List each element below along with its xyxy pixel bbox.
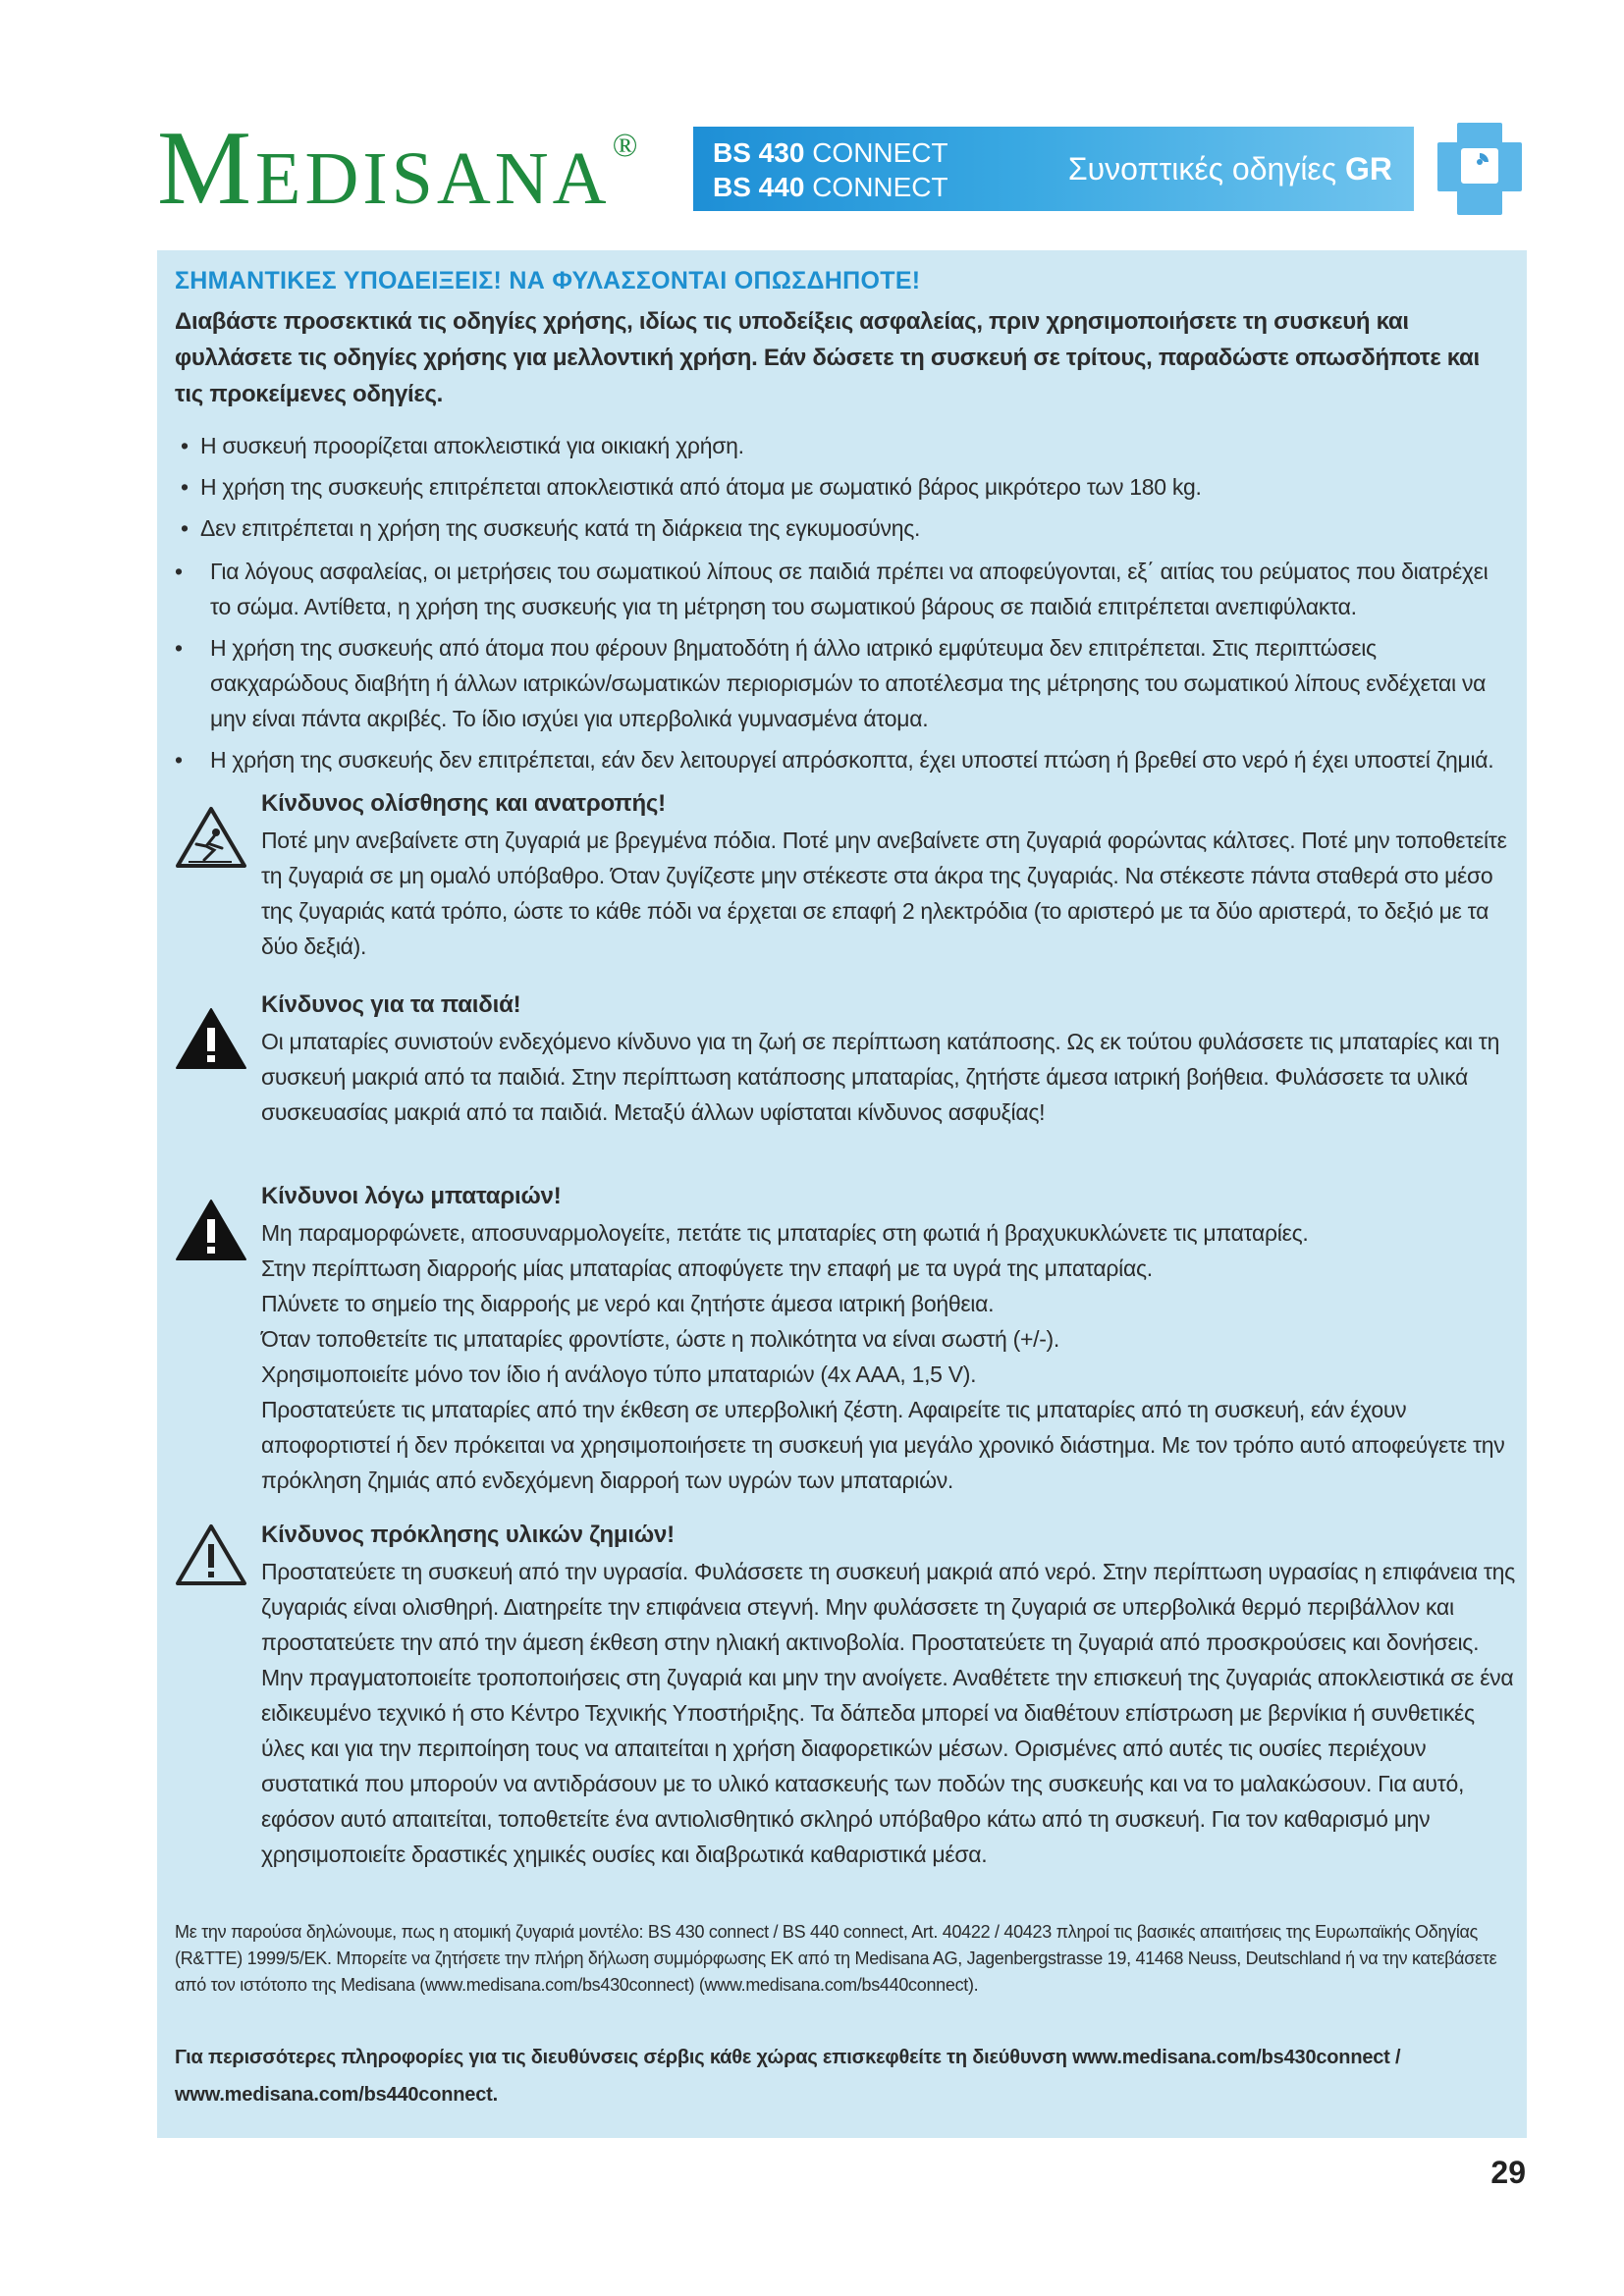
- warning-line: Πλύνετε το σημείο της διαρροής με νερό και ζητήστε άμεσα ιατρική βοήθεια.: [261, 1291, 995, 1316]
- list-item: • Για λόγους ασφαλείας, οι μετρήσεις του σωματικού λίπους σε παιδιά πρέπει να αποφεύγονται, εξ΄ αιτίας του ρεύματος που διατρέχει το σώμα. Αντίθετα, η χρήση της συσκευής για τη μέτρηση του σωματικού βάρους σε παιδιά επιτρέπεται ανεπιφύλακτα.: [175, 554, 1508, 624]
- safety-intro: Διαβάστε προσεκτικά τις οδηγίες χρήσης, ιδίως τις υποδείξεις ασφαλείας, πριν χρησιμοποιήσετε τη συσκευή και φυλλάσετε τις οδηγίες χρήσης για μελλοντική χρήση. Εάν δώσετε τη συσκευή σε τρίτους, παραδώστε οπωσδήποτε και τις προκείμενες οδηγίες.: [175, 308, 1480, 407]
- header-banner: [693, 127, 1414, 211]
- safety-heading: ΣΗΜΑΝΤΙΚΕΣ ΥΠΟΔΕΙΞΕΙΣ! ΝΑ ΦΥΛΑΣΣΟΝΤΑΙ ΟΠΩΣΔΗΠΟΤΕ!: [175, 267, 921, 294]
- warning-line: Όταν τοποθετείτε τις μπαταρίες φροντίστε, ώστε η πολικότητα να είναι σωστή (+/-).: [261, 1326, 1060, 1352]
- warning-text: [261, 785, 1522, 964]
- exclamation-warning-icon: [175, 1006, 247, 1071]
- list-item: • Η χρήση της συσκευής επιτρέπεται αποκλειστικά από άτομα με σωματικό βάρος μικρότερο των 180 kg.: [175, 467, 1508, 507]
- brand-logo: [157, 110, 642, 227]
- model-line-1: BS 430 CONNECT: [713, 137, 948, 168]
- warning-text: [261, 1178, 1522, 1498]
- conformity-declaration: Με την παρούσα δηλώνουμε, πως η ατομική ζυγαριά μοντέλο: BS 430 connect / BS 440 connect, Art. 40422 / 40423 πληροί τις βασικές απαιτήσεις της Ευρωπαϊκής Οδηγίας (R&TTE) 1999/5/EK. Μπορείτε να ζητήσετε την πλήρη δήλωση συμμόρφωσης ΕΚ από τη Medisana AG, Jagenbergstrasse 19, 41468 Neuss, Deutschland ή να την κατεβάσετε από τον ιστότοπο της Medisana (www.medisana.com/bs430connect) (www.medisana.com/bs440connect).: [175, 1922, 1497, 1995]
- short-safety-list: [175, 426, 1508, 548]
- page-number: 29: [1490, 2155, 1526, 2190]
- safety-panel: [157, 250, 1527, 2138]
- warning-line: Προστατεύετε τις μπαταρίες από την έκθεση σε υπερβολική ζέστη. Αφαιρείτε τις μπαταρίες από τη συσκευή, εάν έχουν αποφορτιστεί ή δεν πρόκειται να χρησιμοποιήσετε τη συσκευή για μεγάλο χρονικό διάστημα. Με τον τρόπο αυτό αποφεύγετε την πρόκληση ζημιάς από ενδεχόμενη διαρροή των υγρών των μπαταριών.: [261, 1397, 1505, 1493]
- warning-line: Μη παραμορφώνετε, αποσυναρμολογείτε, πετάτε τις μπαταρίες στη φωτιά ή βραχυκυκλώνετε τις μπαταρίες.: [261, 1220, 1309, 1246]
- warning-body: Προστατεύετε τη συσκευή από την υγρασία. Φυλάσσετε τη συσκευή μακριά από νερό. Στην περίπτωση υγρασίας η επιφάνεια της ζυγαριάς είναι ολισθηρή. Διατηρείτε την επιφάνεια στεγνή. Μην φυλάσσετε τη ζυγαριά σε υπερβολικά θερμό περιβάλλον και προστατεύετε την από την άμεση έκθεση στην ηλιακή ακτινοβολία. Προστατεύετε τη ζυγαριά από προσκρούσεις και δονήσεις. Μην πραγματοποιείτε τροποποιήσεις στη ζυγαριά και μην την ανοίγετε. Αναθέτετε την επισκευή της ζυγαριάς αποκλειστικά σε ένα ειδικευμένο τεχνικό ή στο Κέντρο Τεχνικής Υποστήριξης. Τα δάπεδα μπορεί να διαθέτουν επίστρωση με βερνίκια ή συνθετικές ύλες και για την περιποίηση τους να απαιτείται η χρήση διαφορετικών μέσων. Ορισμένες από αυτές τις ουσίες περιέχουν συστατικά που μπορούν να αντιδράσουν με το υλικό κατασκευής των ποδών της συσκευής και να το μαλακώσουν. Για αυτό, εφόσον αυτό απαιτείται, τοποθετείτε ένα αντιολισθητικό σκληρό υπόβαθρο κάτω από τη συσκευή. Για τον καθαρισμό μην χρησιμοποιείτε δραστικές χημικές ουσίες και διαβρωτικά καθαριστικά μέσα.: [261, 1559, 1515, 1867]
- brand-name: Medisana: [157, 110, 611, 227]
- warning-body: Οι μπαταρίες συνιστούν ενδεχόμενο κίνδυνο για τη ζωή σε περίπτωση κατάποσης. Ως εκ τούτου φυλάσσετε τις μπαταρίες και τη συσκευή μακριά από τα παιδιά. Στην περίπτωση κατάποσης μπαταρίας, ζητήστε άμεσα ιατρική βοήθεια. Φυλάσσετε τα υλικά συσκευασίας μακριά από τα παιδιά. Μεταξύ άλλων υφίσταται κίνδυνος ασφυξίας!: [261, 1029, 1500, 1125]
- warning-title: Κίνδυνος για τα παιδιά!: [261, 991, 521, 1018]
- list-item: • Δεν επιτρέπεται η χρήση της συσκευής κατά τη διάρκεια της εγκυμοσύνης.: [175, 508, 1508, 548]
- warning-text: [261, 1517, 1522, 1872]
- model-line-2: BS 440 CONNECT: [713, 172, 948, 202]
- more-info: Για περισσότερες πληροφορίες για τις διευθύνσεις σέρβις κάθε χώρας επισκεφθείτε τη διεύθυνση www.medisana.com/bs430connect / www.medisana.com/bs440connect.: [175, 2047, 1401, 2106]
- model-names: [713, 135, 948, 204]
- language-code: GR: [1345, 151, 1392, 187]
- warning-title: Κίνδυνοι λόγω μπαταριών!: [261, 1183, 562, 1209]
- slip-warning-icon: [175, 805, 247, 870]
- list-item: • Η χρήση της συσκευής δεν επιτρέπεται, εάν δεν λειτουργεί απρόσκοπτα, έχει υποστεί πτώση ή βρεθεί στο νερό ή έχει υποστεί ζημιά.: [175, 742, 1508, 777]
- warning-text: [261, 987, 1522, 1130]
- list-item: • Η συσκευή προορίζεται αποκλειστικά για οικιακή χρήση.: [175, 426, 1508, 465]
- scale-icon: [1437, 123, 1522, 215]
- warning-title: Κίνδυνος ολίσθησης και ανατροπής!: [261, 790, 666, 817]
- warning-line: Στην περίπτωση διαρροής μίας μπαταρίας αποφύγετε την επαφή με τα υγρά της μπαταρίας.: [261, 1255, 1153, 1281]
- guide-title: Συνοπτικές οδηγίες GR: [1067, 151, 1392, 187]
- safety-content: [175, 262, 1508, 777]
- long-safety-list: [175, 554, 1508, 777]
- registered-mark: ®: [612, 128, 642, 164]
- warning-title: Κίνδυνος πρόκλησης υλικών ζημιών!: [261, 1522, 675, 1548]
- warning-outline-icon: [175, 1522, 247, 1587]
- list-item: • Η χρήση της συσκευής από άτομα που φέρουν βηματοδότη ή άλλο ιατρικό εμφύτευμα δεν επιτρέπεται. Στις περιπτώσεις σακχαρώδους διαβήτη ή άλλων ιατρικών/σωματικών περιορισμών το αποτέλεσμα της μέτρησης του σωματικού λίπους ενδέχεται να μην είναι πάντα ακριβές. Το ίδιο ισχύει για υπερβολικά γυμνασμένα άτομα.: [175, 630, 1508, 736]
- exclamation-warning-icon: [175, 1198, 247, 1262]
- warning-line: Χρησιμοποιείτε μόνο τον ίδιο ή ανάλογο τύπο μπαταριών (4x AAA, 1,5 V).: [261, 1362, 977, 1387]
- warning-body: Ποτέ μην ανεβαίνετε στη ζυγαριά με βρεγμένα πόδια. Ποτέ μην ανεβαίνετε στη ζυγαριά φορώντας κάλτσες. Ποτέ μην τοποθετείτε τη ζυγαριά σε μη ομαλό υπόβαθρο. Όταν ζυγίζεστε μην στέκεστε στα άκρα της ζυγαριάς. Να στέκεστε πάντα σταθερά στο μέσο της ζυγαριάς κατά τρόπο, ώστε το κάθε πόδι να έρχεται σε επαφή 2 ηλεκτρόδια (το αριστερό με τα δύο αριστερά, το δεξιό με τα δύο δεξιά).: [261, 828, 1507, 959]
